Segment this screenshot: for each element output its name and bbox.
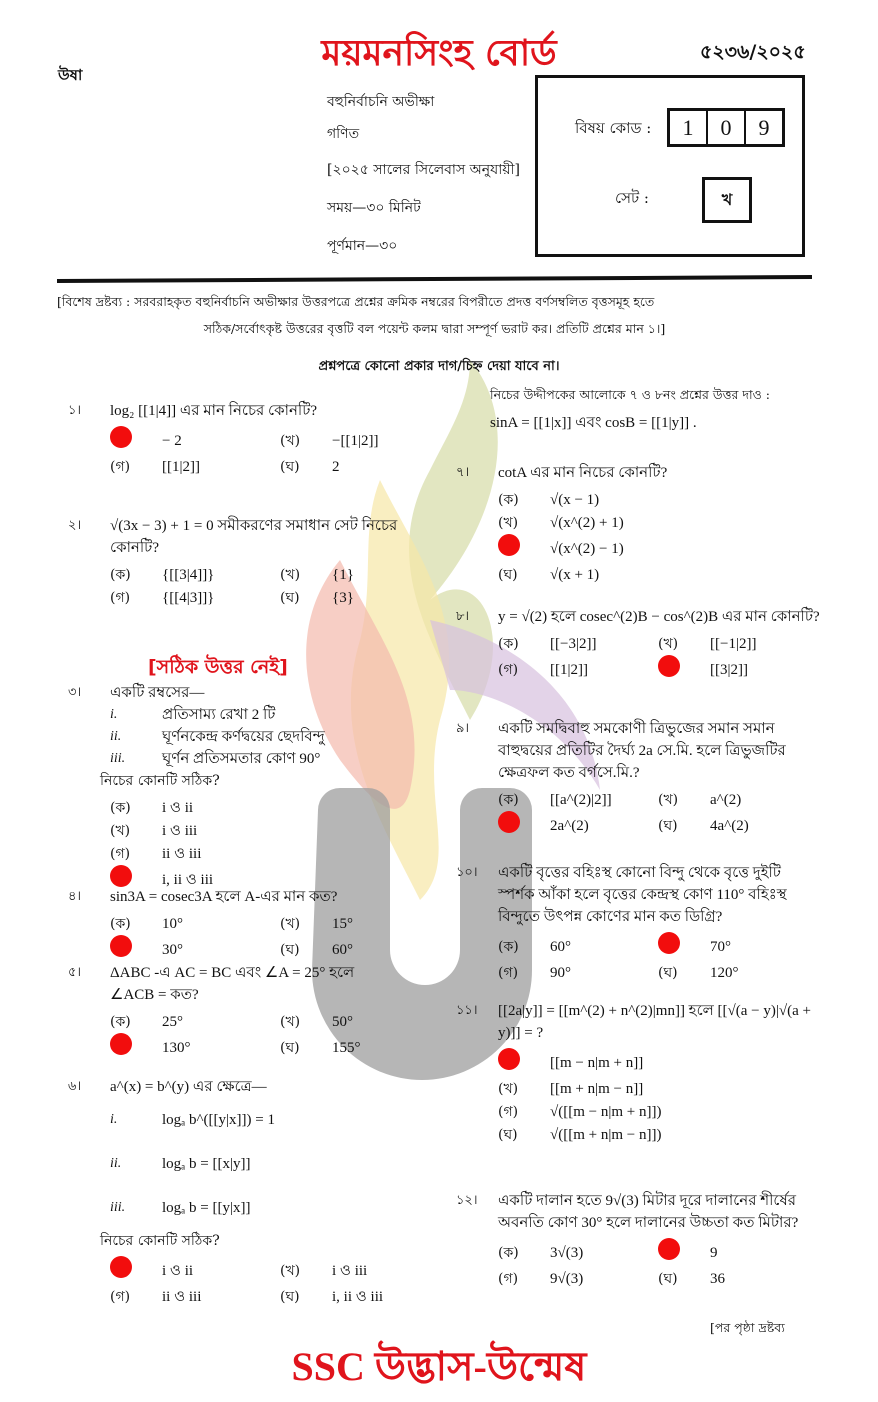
- question-number: ৫।: [68, 965, 82, 980]
- option[interactable]: [280, 1033, 398, 1062]
- option-label: (ঘ): [658, 964, 678, 981]
- option-label-slot: [498, 1268, 550, 1290]
- option-label-slot: [498, 789, 550, 811]
- option[interactable]: [110, 796, 448, 819]
- subject-code-digit: 0: [708, 111, 746, 144]
- question-5: [68, 962, 398, 1062]
- options: [110, 563, 438, 609]
- option[interactable]: [498, 563, 836, 586]
- set-label: সেট :: [615, 189, 649, 207]
- option-value: − 2: [162, 432, 182, 449]
- statement-label: iii.: [110, 751, 126, 766]
- option-value: i ও ii: [162, 1262, 194, 1279]
- question-text: y = √(2) হলে cosec^(2)B − cos^(2)B এর মান কোনটি?: [498, 609, 820, 625]
- option-value: 9: [710, 1244, 718, 1261]
- option-label-slot: [658, 962, 710, 984]
- instructions-line-2: সঠিক/সর্বোৎকৃষ্ট উত্তরের বৃত্তটি বল পয়েন্ট কলম দ্বারা সম্পূর্ণ ভরাট কর। প্রতিটি প্রশ্নের মান ১।]: [203, 321, 666, 336]
- statement: [110, 748, 448, 770]
- option-label: (ক): [498, 635, 519, 652]
- option-value: 120°: [710, 964, 739, 981]
- option-label-slot: [498, 633, 550, 655]
- option[interactable]: [658, 932, 816, 961]
- option-label: (গ): [110, 1288, 131, 1305]
- options: [110, 796, 448, 894]
- question-text: √(3x − 3) + 1 = 0 সমীকরণের সমাধান সেট নিচের কোনটি?: [110, 518, 398, 556]
- options: [498, 488, 836, 586]
- option[interactable]: [280, 935, 448, 964]
- option-value: 3√(3): [550, 1244, 584, 1261]
- option-label: (ঘ): [498, 1126, 518, 1143]
- option-label-slot: [498, 1124, 550, 1146]
- option[interactable]: [110, 1285, 280, 1308]
- subject-name: গণিত: [327, 126, 360, 142]
- filled-answer-bubble[interactable]: [110, 865, 132, 887]
- option-label: (ক): [110, 1013, 131, 1030]
- filled-answer-bubble[interactable]: [658, 655, 680, 677]
- statement-label: ii.: [110, 729, 122, 744]
- option-label-slot: [498, 1078, 550, 1100]
- option-label: (ঘ): [658, 1270, 678, 1287]
- option-label: (ঘ): [658, 817, 678, 834]
- option-value: 15°: [332, 915, 353, 932]
- option[interactable]: [498, 961, 658, 984]
- option-label: (খ): [498, 514, 519, 531]
- option-label-slot: [658, 655, 710, 684]
- option-label-slot: [110, 1033, 162, 1062]
- code-box: [535, 75, 805, 257]
- option-label: (খ): [280, 432, 301, 449]
- question-7: [456, 462, 836, 586]
- option-label: (খ): [280, 566, 301, 583]
- question-number: ১০।: [456, 865, 478, 880]
- option-value: [[a^(2)|2]]: [550, 791, 612, 808]
- statement-text: logₐ b = [[x|y]]: [162, 1156, 251, 1172]
- option-label-slot: [498, 534, 550, 563]
- option-label-slot: [280, 1011, 332, 1033]
- option-label-slot: [110, 456, 162, 478]
- option-label-slot: [658, 633, 710, 655]
- option-value: [[−3|2]]: [550, 635, 597, 652]
- question-number: ৯।: [456, 721, 470, 736]
- question-4: [68, 886, 448, 964]
- option[interactable]: [498, 1123, 836, 1146]
- option-label: (গ): [498, 1103, 519, 1120]
- option-value: [[m + n|m − n]]: [550, 1080, 644, 1097]
- question-3: [68, 682, 448, 894]
- option-label-slot: [110, 843, 162, 865]
- option-value: 70°: [710, 938, 731, 955]
- option-value: 2: [332, 458, 340, 475]
- option[interactable]: [110, 1033, 280, 1062]
- option-label-slot: [110, 1256, 162, 1285]
- statement: [110, 726, 448, 748]
- set-value: খ: [702, 177, 752, 223]
- question-number: ১২।: [456, 1193, 478, 1208]
- instructions-line-1: [বিশেষ দ্রষ্টব্য : সরবরাহকৃত বহুনির্বাচনি অভীক্ষার উত্তরপত্রে প্রশ্নের ক্রমিক নম্বরের বিপরীতে প্রদত্ত বর্ণসম্বলিত বৃত্তসমূহ হতে: [57, 294, 655, 309]
- stimulus: [490, 384, 830, 434]
- option-value: √([[m + n|m − n]]): [550, 1126, 662, 1143]
- option-value: √(x^(2) − 1): [550, 540, 624, 557]
- statement: [110, 704, 448, 726]
- option-label-slot: [110, 935, 162, 964]
- board-title: ময়মনসিংহ বোর্ড: [321, 33, 557, 74]
- option[interactable]: [280, 1285, 448, 1308]
- option-label-slot: [658, 932, 710, 961]
- option-label: (গ): [498, 1270, 519, 1287]
- question-prompt: নিচের কোনটি সঠিক?: [100, 1233, 220, 1249]
- option-label: (খ): [280, 1013, 301, 1030]
- question-number: ১।: [68, 403, 82, 418]
- option-value: i ও iii: [332, 1262, 368, 1279]
- option-value: {1}: [332, 566, 354, 583]
- option-value: ii ও iii: [162, 845, 202, 862]
- option-label: (ঘ): [280, 589, 300, 606]
- option[interactable]: [280, 1256, 448, 1285]
- option-label-slot: [498, 564, 550, 586]
- subject-code-label: বিষয় কোড :: [575, 119, 652, 137]
- option-label: (গ): [498, 964, 519, 981]
- option[interactable]: [498, 1048, 836, 1077]
- filled-answer-bubble[interactable]: [110, 1256, 132, 1278]
- filled-answer-bubble[interactable]: [110, 426, 132, 448]
- question-body: [100, 1076, 448, 1308]
- option[interactable]: [498, 511, 836, 534]
- option-label-slot: [498, 1048, 550, 1077]
- option[interactable]: [498, 1077, 836, 1100]
- stimulus-formula: sinA = [[1|x]] এবং cosB = [[1|y]] .: [490, 415, 697, 431]
- option-value: {3}: [332, 589, 354, 606]
- option-value: [[1|2]]: [550, 661, 588, 678]
- option-value: 60°: [550, 938, 571, 955]
- option[interactable]: [280, 563, 438, 586]
- option-value: i ও iii: [162, 822, 198, 839]
- corner-label: উষা: [58, 66, 83, 84]
- question-1: [68, 400, 448, 478]
- option-value: −[[1|2]]: [332, 432, 379, 449]
- option-value: √([[m − n|m + n]]): [550, 1103, 662, 1120]
- option-label-slot: [498, 1242, 550, 1264]
- option-label-slot: [498, 811, 550, 840]
- option-value: 2a^(2): [550, 817, 589, 834]
- option[interactable]: [498, 488, 836, 511]
- option[interactable]: [110, 455, 280, 478]
- question-number: ৪।: [68, 889, 82, 904]
- option-value: 60°: [332, 941, 353, 958]
- option-value: [[m − n|m + n]]: [550, 1054, 644, 1071]
- option-label-slot: [658, 815, 710, 837]
- question-body: [498, 718, 816, 840]
- time-limit: সময়—৩০ মিনিট: [327, 200, 421, 216]
- option[interactable]: [110, 842, 448, 865]
- option-label: (গ): [110, 458, 131, 475]
- question-text: [[2a|y]] = [[m^(2) + n^(2)|mn]] হলে [[√(a − y)|√(a + y)]] = ?: [498, 1003, 811, 1041]
- option[interactable]: [280, 455, 448, 478]
- question-text: log₂ [[1|4]] এর মান নিচের কোনটি?: [110, 403, 318, 419]
- options: [110, 912, 448, 964]
- question-9: [456, 718, 816, 840]
- question-number: ৩।: [68, 685, 82, 700]
- subject-code-digit: 9: [758, 114, 770, 140]
- options: [498, 1048, 836, 1146]
- option-value: ii ও iii: [162, 1288, 202, 1305]
- question-text: একটি রম্বসের—: [110, 685, 205, 701]
- question-8: [456, 606, 856, 684]
- question-number: ১১।: [456, 1003, 478, 1018]
- question-body: [498, 606, 856, 684]
- next-page-note: [পর পৃষ্ঠা দ্রষ্টব্য: [710, 1320, 785, 1335]
- option[interactable]: [498, 1238, 658, 1267]
- option-label-slot: [110, 587, 162, 609]
- option-label-slot: [110, 820, 162, 842]
- instructions: [57, 288, 812, 342]
- options: [498, 932, 816, 984]
- question-body: [100, 682, 448, 894]
- question-number: ৮।: [456, 609, 470, 624]
- option-label-slot: [498, 936, 550, 958]
- option-label-slot: [280, 1286, 332, 1308]
- statement: [110, 1186, 448, 1230]
- option[interactable]: [280, 426, 448, 455]
- option-label: (খ): [280, 1262, 301, 1279]
- question-body: [110, 886, 448, 964]
- question-prompt: নিচের কোনটি সঠিক?: [100, 773, 220, 789]
- options: [498, 1238, 816, 1290]
- option-label: (গ): [498, 661, 519, 678]
- option[interactable]: [498, 1100, 836, 1123]
- option-label: (ক): [498, 1244, 519, 1261]
- stimulus-text: নিচের উদ্দীপকের আলোকে ৭ ও ৮নং প্রশ্নের উত্তর দাও :: [490, 387, 770, 402]
- brand-logo-text: SSC উদ্ভাস-উন্মেষ: [291, 1344, 587, 1389]
- statement-label: iii.: [110, 1200, 126, 1215]
- option-label-slot: [110, 426, 162, 455]
- option-value: [[1|2]]: [162, 458, 200, 475]
- option-value: [[3|2]]: [710, 661, 748, 678]
- option-value: 4a^(2): [710, 817, 749, 834]
- exam-type: বহুনির্বাচনি অভীক্ষা: [327, 94, 435, 110]
- options: [498, 788, 816, 840]
- option-value: √(x + 1): [550, 566, 600, 583]
- option-label-slot: [498, 659, 550, 681]
- option[interactable]: [110, 819, 448, 842]
- option[interactable]: [110, 935, 280, 964]
- filled-answer-bubble[interactable]: [110, 1033, 132, 1055]
- question-number: ৭।: [456, 465, 470, 480]
- statement-text: ঘূর্ণনকেন্দ্র কর্ণদ্বয়ের ছেদবিন্দু: [162, 729, 325, 745]
- question-body: [110, 400, 448, 478]
- option[interactable]: [498, 534, 836, 563]
- option-label: (ঘ): [280, 458, 300, 475]
- option[interactable]: [658, 961, 816, 984]
- option-label-slot: [280, 913, 332, 935]
- subject-code-boxes: [667, 108, 785, 147]
- filled-answer-bubble[interactable]: [498, 811, 520, 833]
- no-correct-answer-note: [সঠিক উত্তর নেই]: [148, 656, 288, 678]
- option[interactable]: [498, 632, 658, 655]
- question-body: [498, 462, 836, 586]
- option[interactable]: [498, 655, 658, 684]
- option-label-slot: [658, 1268, 710, 1290]
- question-text: একটি দালান হতে 9√(3) মিটার দূরে দালানের শীর্ষের অবনতি কোণ 30° হলে দালানের উচ্চতা কত মিটার?: [498, 1193, 799, 1231]
- question-text: a^(x) = b^(y) এর ক্ষেত্রে—: [110, 1079, 267, 1095]
- option-label: (গ): [110, 589, 131, 606]
- option[interactable]: [658, 788, 816, 811]
- option-label: (ঘ): [280, 941, 300, 958]
- option[interactable]: [280, 1010, 398, 1033]
- paper-code: ৫২৩৬/২০২৫: [700, 41, 806, 63]
- statement: [110, 1142, 448, 1186]
- option-label-slot: [110, 564, 162, 586]
- option[interactable]: [658, 632, 856, 655]
- option-label: (ক): [110, 915, 131, 932]
- option-label: (খ): [110, 822, 131, 839]
- option-label-slot: [498, 489, 550, 511]
- option-label: (ক): [498, 491, 519, 508]
- question-2: [68, 515, 438, 609]
- option-label: (ঘ): [280, 1039, 300, 1056]
- question-6: [68, 1076, 448, 1308]
- subject-code-digit: 1: [670, 111, 708, 144]
- warning-text: প্রশ্নপত্রে কোনো প্রকার দাগ/চিহ্ন দেয়া যাবে না।: [318, 359, 560, 374]
- option-label: (ক): [110, 566, 131, 583]
- option[interactable]: [498, 932, 658, 961]
- option-value: i, ii ও iii: [332, 1288, 384, 1305]
- option[interactable]: [280, 586, 438, 609]
- statement-text: logₐ b = [[y|x]]: [162, 1200, 251, 1216]
- filled-answer-bubble[interactable]: [498, 534, 520, 556]
- question-body: [498, 1190, 816, 1290]
- option[interactable]: [110, 426, 280, 455]
- option[interactable]: [498, 1267, 658, 1290]
- question-10: [456, 862, 816, 984]
- option-value: √(x − 1): [550, 491, 600, 508]
- option[interactable]: [498, 788, 658, 811]
- option-value: i, ii ও iii: [162, 871, 214, 888]
- question-body: [110, 962, 398, 1062]
- option[interactable]: [110, 1010, 280, 1033]
- option-value: 50°: [332, 1013, 353, 1030]
- option-value: 155°: [332, 1039, 361, 1056]
- question-body: [498, 1000, 836, 1146]
- statement-label: i.: [110, 707, 118, 722]
- option-label-slot: [498, 1101, 550, 1123]
- option-label: (ক): [110, 799, 131, 816]
- question-body: [110, 515, 438, 609]
- option-value: 90°: [550, 964, 571, 981]
- option[interactable]: [110, 912, 280, 935]
- option-value: 10°: [162, 915, 183, 932]
- option-label: (ক): [498, 938, 519, 955]
- option-value: √(x^(2) + 1): [550, 514, 624, 531]
- statement-text: logₐ b^([[y|x]]) = 1: [162, 1112, 275, 1128]
- option[interactable]: [110, 563, 280, 586]
- option-label: (খ): [280, 915, 301, 932]
- option-value: {[[4|3]]}: [162, 589, 215, 606]
- option[interactable]: [658, 1238, 816, 1267]
- option-label-slot: [110, 1011, 162, 1033]
- option[interactable]: [658, 1267, 816, 1290]
- option-value: 130°: [162, 1039, 191, 1056]
- option-label-slot: [280, 939, 332, 961]
- option-label: (ক): [498, 791, 519, 808]
- option-label-slot: [658, 789, 710, 811]
- option-value: a^(2): [710, 791, 742, 808]
- question-number: ৬।: [68, 1079, 82, 1094]
- option-label: (খ): [658, 635, 679, 652]
- option-label-slot: [110, 913, 162, 935]
- statement: [110, 1098, 448, 1142]
- option[interactable]: [658, 655, 856, 684]
- option-label-slot: [658, 1238, 710, 1267]
- options: [110, 1256, 448, 1308]
- question-body: [498, 862, 816, 984]
- option-label-slot: [280, 564, 332, 586]
- option[interactable]: [280, 912, 448, 935]
- statement-text: ঘূর্ণন প্রতিসমতার কোণ 90°: [162, 751, 321, 767]
- option-value: [[−1|2]]: [710, 635, 757, 652]
- filled-answer-bubble[interactable]: [110, 935, 132, 957]
- filled-answer-bubble[interactable]: [658, 1238, 680, 1260]
- statement-label: ii.: [110, 1156, 122, 1171]
- question-text: ΔABC -এ AC = BC এবং ∠A = 25° হলে ∠ACB = কত?: [110, 965, 355, 1003]
- option[interactable]: [658, 811, 816, 840]
- option-value: {[[3|4]]}: [162, 566, 215, 583]
- syllabus-note: [২০২৫ সালের সিলেবাস অনুযায়ী]: [327, 162, 521, 178]
- option-value: 9√(3): [550, 1270, 584, 1287]
- option-label-slot: [280, 430, 332, 452]
- option-label-slot: [498, 962, 550, 984]
- options: [110, 1010, 398, 1062]
- statement-label: i.: [110, 1112, 118, 1127]
- question-text: একটি সমদ্বিবাহু সমকোণী ত্রিভুজের সমান সমান বাহুদ্বয়ের প্রতিটির দৈর্ঘ্য 2a সে.মি. হলে ত্রিভুজটির ক্ষেত্রফল কত বর্গসে.মি.?: [498, 721, 786, 781]
- option[interactable]: [498, 811, 658, 840]
- option-label-slot: [110, 1286, 162, 1308]
- option-value: i ও ii: [162, 799, 194, 816]
- option[interactable]: [110, 586, 280, 609]
- statement-text: প্রতিসাম্য রেখা 2 টি: [162, 707, 276, 723]
- option-label-slot: [280, 587, 332, 609]
- option-label: (ঘ): [280, 1288, 300, 1305]
- option-label: (খ): [498, 1080, 519, 1097]
- option-label-slot: [498, 512, 550, 534]
- question-number: ২।: [68, 518, 82, 533]
- option-value: 36: [710, 1270, 725, 1287]
- question-12: [456, 1190, 816, 1290]
- full-marks: পূর্ণমান—৩০: [327, 238, 398, 254]
- options: [110, 426, 448, 478]
- options: [498, 632, 856, 684]
- option-label-slot: [280, 1037, 332, 1059]
- option-value: 30°: [162, 941, 183, 958]
- filled-answer-bubble[interactable]: [498, 1048, 520, 1070]
- question-text: cotA এর মান নিচের কোনটি?: [498, 465, 668, 481]
- filled-answer-bubble[interactable]: [658, 932, 680, 954]
- option-label: (খ): [658, 791, 679, 808]
- question-text: একটি বৃত্তের বহিঃস্থ কোনো বিন্দু থেকে বৃত্তে দুইটি স্পর্শক আঁকা হলে বৃত্তের কেন্দ্রস্থ কোণ 110° বহিঃস্থ বিন্দুতে উৎপন্ন কোণের মান কত ডিগ্রি?: [498, 865, 787, 925]
- question-text: sin3A = cosec3A হলে A-এর মান কত?: [110, 889, 338, 905]
- question-11: [456, 1000, 836, 1146]
- option-label-slot: [280, 456, 332, 478]
- option[interactable]: [110, 1256, 280, 1285]
- option-label: (গ): [110, 845, 131, 862]
- option-label-slot: [110, 797, 162, 819]
- option-label: (ঘ): [498, 566, 518, 583]
- option-label-slot: [280, 1260, 332, 1282]
- option-value: 25°: [162, 1013, 183, 1030]
